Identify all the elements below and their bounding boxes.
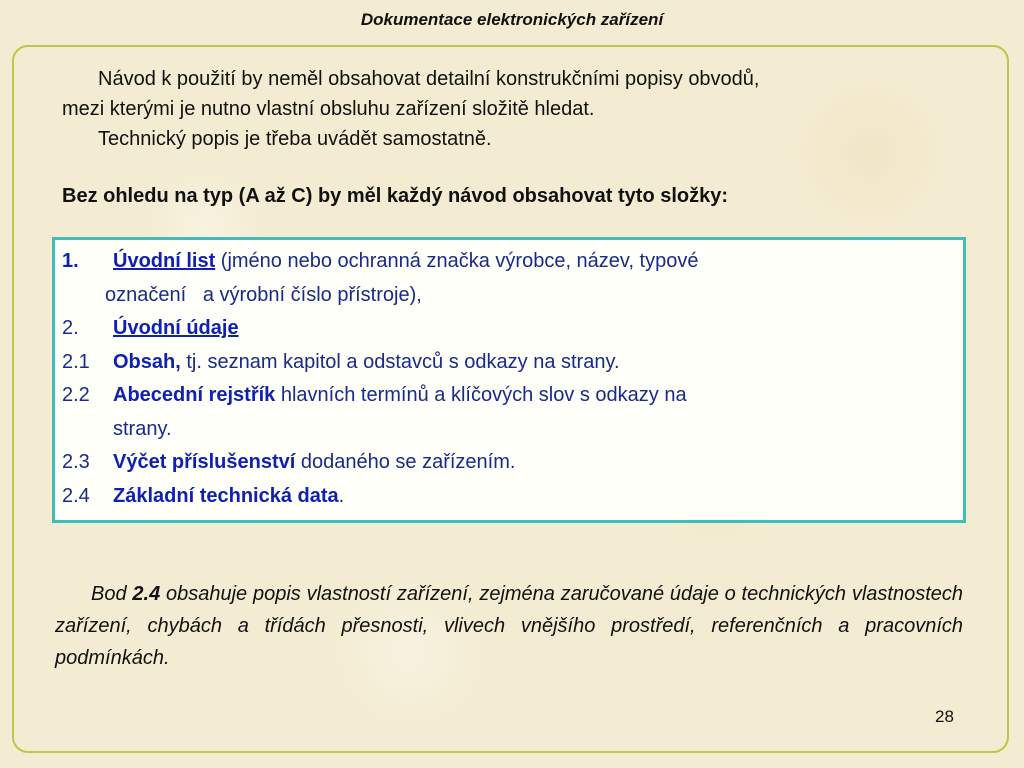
bod-prefix: Bod (91, 583, 133, 605)
item-number: 2.3 (62, 451, 90, 473)
item-title: Úvodní údaje (113, 317, 239, 339)
list-item (62, 446, 942, 480)
list-item (62, 245, 942, 279)
intro-line-2: mezi kterými je nutno vlastní obsluhu zařízení složitě hledat. (62, 98, 595, 120)
slide-header-title: Dokumentace elektronických zařízení (360, 10, 664, 29)
item-title: Výčet příslušenství (113, 451, 296, 473)
section-heading: Bez ohledu na typ (A až C) by měl každý návod obsahovat tyto složky: (62, 185, 729, 207)
item-title: Základní technická data (113, 484, 339, 507)
item-text: tj. seznam kapitol a odstavců s odkazy na strany. (180, 350, 620, 373)
item-title: Abecední rejstřík (113, 384, 276, 406)
item-number: 1. (62, 250, 79, 272)
list-item (62, 379, 942, 413)
item-number: 2.1 (62, 350, 90, 373)
item-text: (jméno nebo ochranná značka výrobce, název, typové (215, 250, 699, 272)
item-number: 2. (62, 317, 79, 339)
item-text: . (338, 484, 345, 507)
item-title: Úvodní list (113, 250, 216, 272)
list-item (62, 312, 942, 346)
list-item-continuation (62, 413, 942, 447)
intro-paragraph (62, 64, 962, 154)
bod-text: obsahuje popis vlastností zařízení, zejména zaručované údaje o technických vlastnostech zařízení, chybách a třídách přesnosti, vlivech vnějšího prostředí, referenčních a pracovních podmínkách. (55, 583, 963, 669)
intro-line-1: Návod k použití by neměl obsahovat detailní konstrukčními popisy obvodů, (98, 68, 760, 90)
list-item-continuation (62, 279, 942, 313)
intro-line-3: Technický popis je třeba uvádět samostatně. (98, 128, 492, 150)
item-text: hlavních termínů a klíčových slov s odkazy na (275, 384, 687, 406)
item-text: strany. (113, 417, 172, 440)
bod-paragraph (55, 578, 963, 674)
item-text: dodaného se zařízením. (295, 451, 516, 473)
page-number: 28 (935, 707, 954, 726)
bod-reference: 2.4 (132, 583, 161, 605)
item-text: označení a výrobní číslo přístroje), (105, 283, 422, 306)
item-number: 2.2 (62, 384, 90, 406)
components-list (62, 245, 942, 513)
list-item (62, 480, 942, 514)
item-number: 2.4 (62, 484, 90, 507)
list-item (62, 346, 942, 380)
item-title: Obsah, (113, 350, 181, 373)
